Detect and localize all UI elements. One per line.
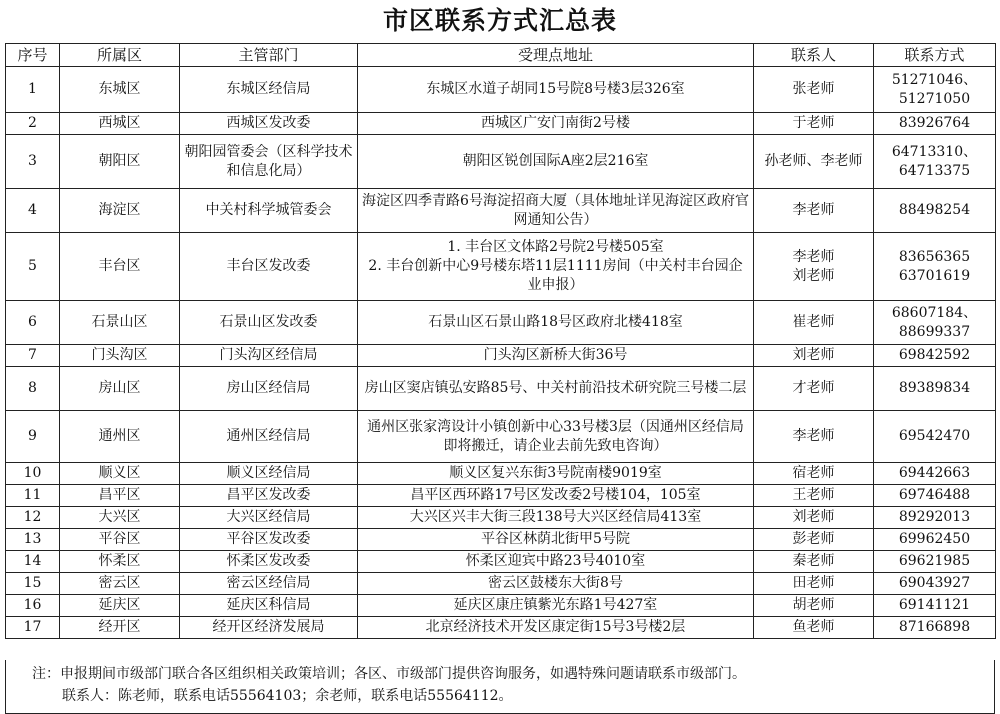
table-row [6,301,996,345]
cell-district: 怀柔区 [60,551,180,573]
cell-district: 经开区 [60,617,180,639]
header-address: 受理点地址 [358,44,754,67]
cell-dept: 顺义区经信局 [180,463,358,485]
footnote-line-1: 注：申报期间市级部门联合各区组织相关政策培训；各区、市级部门提供咨询服务，如遇特殊问题请联系市级部门。 [32,666,746,682]
cell-no: 4 [6,189,60,233]
cell-no: 16 [6,595,60,617]
contact-table [5,43,996,639]
header-no: 序号 [6,44,60,67]
table-row [6,617,996,639]
cell-address: 平谷区林荫北街甲5号院 [358,529,754,551]
cell-no: 17 [6,617,60,639]
cell-district: 海淀区 [60,189,180,233]
cell-phone: 51271046、51271050 [874,67,996,113]
cell-dept: 怀柔区发改委 [180,551,358,573]
cell-phone: 69542470 [874,411,996,463]
cell-contact: 胡老师 [754,595,874,617]
cell-phone: 89292013 [874,507,996,529]
cell-dept: 朝阳园管委会（区科学技术和信息化局） [180,135,358,189]
table-header-row [6,44,996,67]
cell-address: 北京经济技术开发区康定街15号3号楼2层 [358,617,754,639]
cell-phone: 68607184、88699337 [874,301,996,345]
cell-dept: 西城区发改委 [180,113,358,135]
cell-phone: 69746488 [874,485,996,507]
cell-no: 13 [6,529,60,551]
cell-contact: 秦老师 [754,551,874,573]
cell-phone: 69621985 [874,551,996,573]
table-row [6,595,996,617]
cell-address: 怀柔区迎宾中路23号4010室 [358,551,754,573]
cell-dept: 密云区经信局 [180,573,358,595]
cell-contact: 李老师 [754,189,874,233]
cell-phone: 69962450 [874,529,996,551]
table-row [6,367,996,411]
cell-phone: 89389834 [874,367,996,411]
cell-dept: 大兴区经信局 [180,507,358,529]
cell-no: 5 [6,233,60,301]
table-row [6,507,996,529]
cell-address: 昌平区西环路17号区发改委2号楼104，105室 [358,485,754,507]
table-row [6,529,996,551]
table-row [6,463,996,485]
cell-no: 1 [6,67,60,113]
cell-district: 密云区 [60,573,180,595]
cell-district: 丰台区 [60,233,180,301]
cell-phone: 83926764 [874,113,996,135]
cell-contact: 李老师 [754,411,874,463]
cell-dept: 丰台区发改委 [180,233,358,301]
cell-district: 大兴区 [60,507,180,529]
cell-dept: 房山区经信局 [180,367,358,411]
table-row [6,189,996,233]
cell-contact: 鱼老师 [754,617,874,639]
cell-dept: 门头沟区经信局 [180,345,358,367]
cell-no: 8 [6,367,60,411]
cell-dept: 石景山区发改委 [180,301,358,345]
cell-contact: 崔老师 [754,301,874,345]
table-row [6,411,996,463]
cell-no: 9 [6,411,60,463]
cell-contact: 孙老师、李老师 [754,135,874,189]
cell-dept: 昌平区发改委 [180,485,358,507]
cell-contact: 李老师 刘老师 [754,233,874,301]
cell-phone: 69141121 [874,595,996,617]
cell-address: 东城区水道子胡同15号院8号楼3层326室 [358,67,754,113]
table-row [6,135,996,189]
footnote-line-2: 联系人：陈老师，联系电话55564103；余老师，联系电话55564112。 [62,688,513,704]
cell-address: 通州区张家湾设计小镇创新中心33号楼3层（因通州区经信局即将搬迁，请企业去前先致电咨询） [358,411,754,463]
cell-district: 延庆区 [60,595,180,617]
cell-contact: 王老师 [754,485,874,507]
cell-address: 延庆区康庄镇紫光东路1号427室 [358,595,754,617]
table-row [6,113,996,135]
cell-address: 西城区广安门南街2号楼 [358,113,754,135]
cell-address: 大兴区兴丰大街三段138号大兴区经信局413室 [358,507,754,529]
cell-no: 12 [6,507,60,529]
header-district: 所属区 [60,44,180,67]
cell-dept: 通州区经信局 [180,411,358,463]
cell-phone: 88498254 [874,189,996,233]
cell-contact: 于老师 [754,113,874,135]
cell-phone: 69442663 [874,463,996,485]
cell-district: 石景山区 [60,301,180,345]
table-row [6,67,996,113]
cell-district: 西城区 [60,113,180,135]
cell-dept: 平谷区发改委 [180,529,358,551]
cell-district: 门头沟区 [60,345,180,367]
header-dept: 主管部门 [180,44,358,67]
cell-district: 房山区 [60,367,180,411]
cell-district: 朝阳区 [60,135,180,189]
table-row [6,345,996,367]
cell-district: 顺义区 [60,463,180,485]
header-contact: 联系人 [754,44,874,67]
cell-dept: 中关村科学城管委会 [180,189,358,233]
table-row [6,233,996,301]
table-row [6,573,996,595]
cell-district: 平谷区 [60,529,180,551]
cell-address: 海淀区四季青路6号海淀招商大厦（具体地址详见海淀区政府官网通知公告） [358,189,754,233]
cell-dept: 东城区经信局 [180,67,358,113]
cell-district: 通州区 [60,411,180,463]
cell-address: 1. 丰台区文体路2号院2号楼505室 2. 丰台创新中心9号楼东塔11层1111房间（中关村丰台园企业申报） [358,233,754,301]
cell-contact: 刘老师 [754,507,874,529]
cell-dept: 经开区经济发展局 [180,617,358,639]
cell-address: 石景山区石景山路18号区政府北楼418室 [358,301,754,345]
cell-no: 2 [6,113,60,135]
cell-phone: 69043927 [874,573,996,595]
cell-no: 14 [6,551,60,573]
cell-no: 10 [6,463,60,485]
cell-contact: 田老师 [754,573,874,595]
cell-contact: 刘老师 [754,345,874,367]
cell-no: 11 [6,485,60,507]
cell-dept: 延庆区科信局 [180,595,358,617]
cell-contact: 张老师 [754,67,874,113]
cell-address: 门头沟区新桥大街36号 [358,345,754,367]
cell-phone: 83656365 63701619 [874,233,996,301]
cell-district: 东城区 [60,67,180,113]
cell-contact: 才老师 [754,367,874,411]
cell-phone: 87166898 [874,617,996,639]
cell-address: 房山区窦店镇弘安路85号、中关村前沿技术研究院三号楼二层 [358,367,754,411]
footnote [5,660,995,714]
table-row [6,551,996,573]
cell-no: 15 [6,573,60,595]
cell-address: 顺义区复兴东街3号院南楼9019室 [358,463,754,485]
header-phone: 联系方式 [874,44,996,67]
cell-no: 3 [6,135,60,189]
cell-phone: 64713310、64713375 [874,135,996,189]
table-row [6,485,996,507]
page-title: 市区联系方式汇总表 [382,6,617,35]
cell-contact: 宿老师 [754,463,874,485]
cell-address: 朝阳区锐创国际A座2层216室 [358,135,754,189]
cell-address: 密云区鼓楼东大街8号 [358,573,754,595]
cell-district: 昌平区 [60,485,180,507]
cell-phone: 69842592 [874,345,996,367]
cell-contact: 彭老师 [754,529,874,551]
cell-no: 6 [6,301,60,345]
cell-no: 7 [6,345,60,367]
